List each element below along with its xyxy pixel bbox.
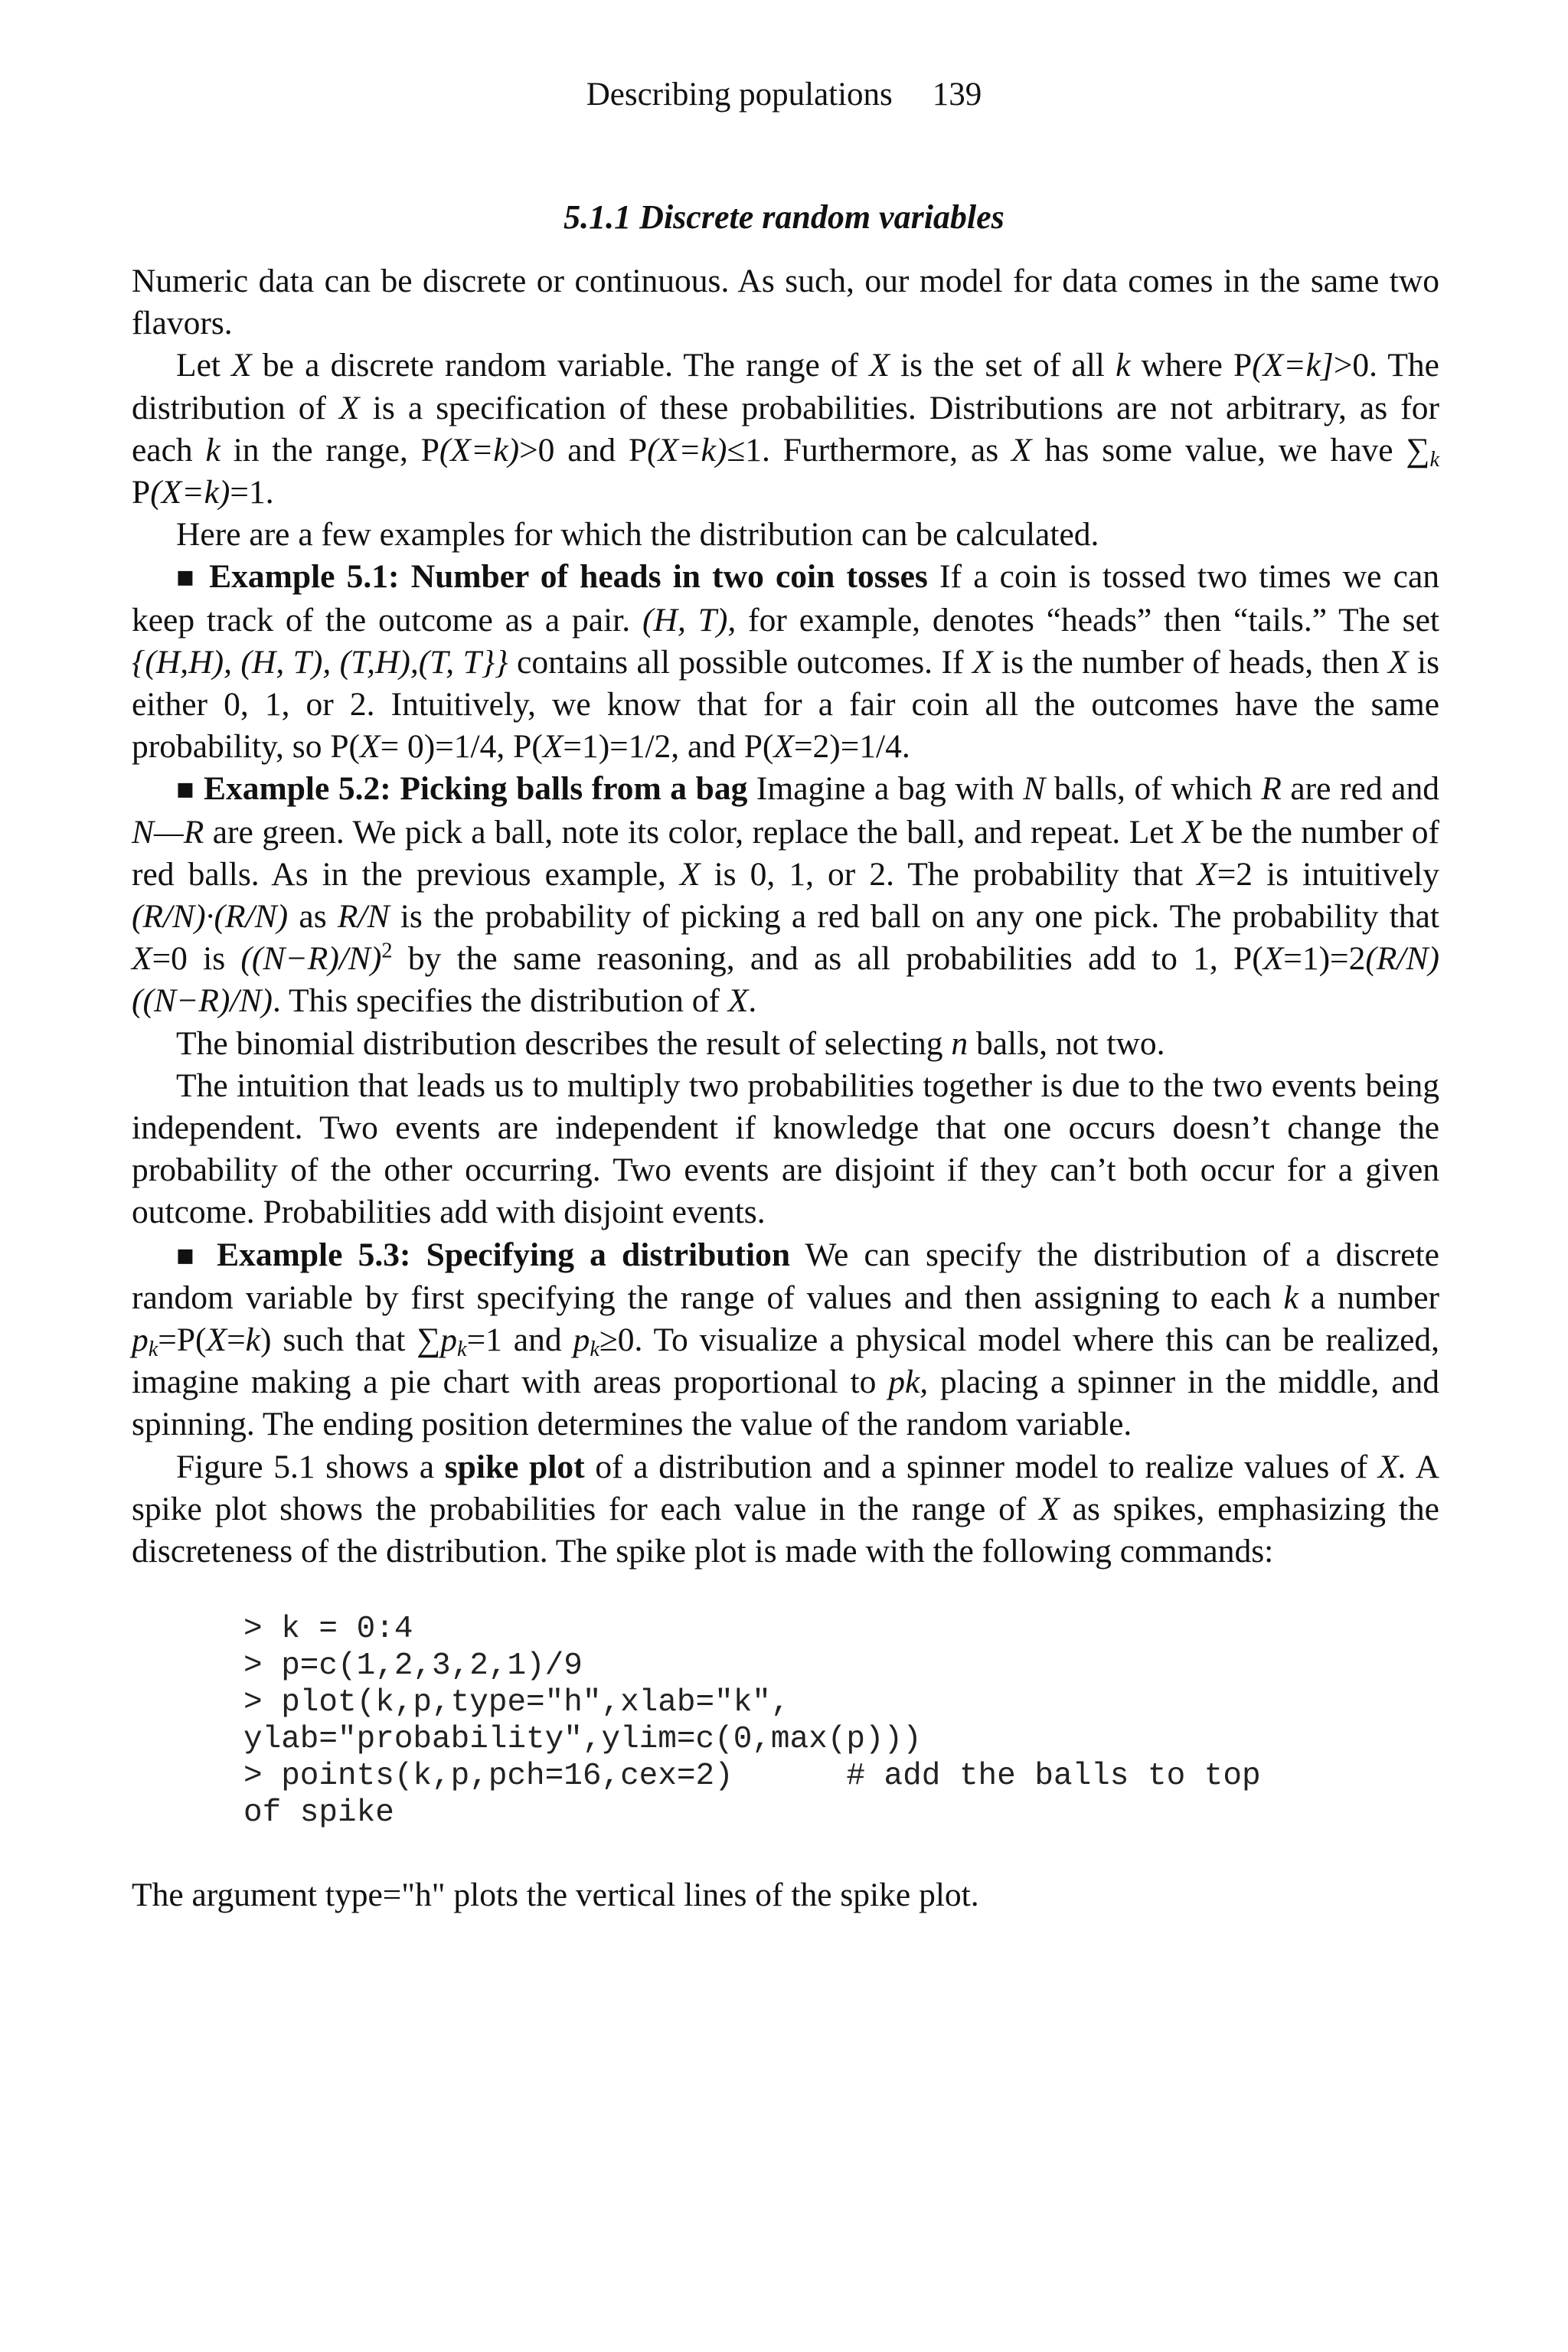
paragraph-figure-5-1: Figure 5.1 shows a spike plot of a distribution and a spinner model to realize values of X. A spike plot shows the probabilities for each value in the range of X as spikes, emphasizing the discreteness of the distribution. The spike plot is made with the following commands: bbox=[132, 1448, 1440, 1570]
running-header bbox=[0, 74, 1568, 116]
paragraph-example-5-2: ■ Example 5.2: Picking balls from a bag Imagine a bag with N balls, of which R are red and N—R are green. We pick a ball, note its color, replace the ball, and repeat. Let X be the number of red balls. As in the previous example, X is 0, 1, or 2. The probability that X=2 is intuitively (R/N)·(R/N) as R/N is the probability of picking a red ball on any one pick. The probability that X=0 is $((N-R)/N)^2$ by the same reasoning, and as all probabilities add to 1, P(X=1)=2(R/N)((N−R)/N). This specifies the distribution of X. bbox=[132, 770, 1439, 1020]
paragraph-examples-intro: Here are a few examples for which the distribution can be calculated. bbox=[176, 516, 1099, 554]
page-number: 139 bbox=[932, 77, 982, 113]
paragraph-binomial: The binomial distribution describes the result of selecting n balls, not two. bbox=[176, 1024, 1165, 1062]
paragraph-example-5-1: ■ Example 5.1: Number of heads in two coin tosses If a coin is tossed two times we can keep track of the outcome as a pair. (H, T), for example, denotes “heads” then “tails.” The set {(H,H), (H, T), (T,H),(T, T}} contains all possible outcomes. If X is the number of heads, then X is either 0, 1, or 2. Intuitively, we know that for a fair coin all the outcomes have the same probability, so P(X= 0)=1/4, P(X=1)=1/2, and P(X=2)=1/4. bbox=[132, 558, 1440, 766]
paragraph-range: Let X be a discrete random variable. The range of X is the set of all k where P(X=k]>0. The distribution of X is a specification of these probabilities. Distributions are not arbitrary, as for each k in the range, P(X=k)>0 and P(X=k)≤1. Furthermore, as X has some value, we have $\sum_k$ P(X=k)=1. bbox=[132, 347, 1439, 511]
code-line: ylab="probability",ylim=c(0,max(p))) bbox=[243, 1722, 922, 1758]
paragraph-type-h: The argument type="h" plots the vertical lines of the spike plot. bbox=[132, 1877, 979, 1914]
code-line: > p=c(1,2,3,2,1)/9 bbox=[243, 1648, 583, 1684]
code-line: > plot(k,p,type="h",xlab="k", bbox=[243, 1685, 790, 1721]
paragraph-independence: The intuition that leads us to multiply two probabilities together is due to the two events being independent. Two events are independent if knowledge that one occurs doesn’t change the probability of the other occurring. Two events are disjoint if they can’t both occur for a given outcome. Probabilities add with disjoint events. bbox=[132, 1067, 1439, 1231]
r-code-block bbox=[243, 1611, 1439, 1831]
code-line: > points(k,p,pch=16,cex=2) # add the balls to top bbox=[243, 1759, 1261, 1795]
code-line: > k = 0:4 bbox=[243, 1612, 413, 1648]
running-title: Describing populations bbox=[586, 77, 893, 113]
paragraph-intro: Numeric data can be discrete or continuous. As such, our model for data comes in the same two flavors. bbox=[132, 263, 1439, 342]
code-line: of spike bbox=[243, 1795, 394, 1831]
paragraph-example-5-3: ■ Example 5.3: Specifying a distribution We can specify the distribution of a discrete random variable by first specifying the range of values and then assigning to each k a number $p_k=P(X=k)$ such that $\sum p_k=1$ and $p_k\ge 0$. To visualize a physical model where this can be realized, imagine making a pie chart with areas proportional to pk, placing a spinner in the middle, and spinning. The ending position determines the value of the random variable. bbox=[132, 1236, 1440, 1443]
body-text bbox=[132, 260, 1439, 1917]
section-title: 5.1.1 Discrete random variables bbox=[564, 198, 1004, 236]
